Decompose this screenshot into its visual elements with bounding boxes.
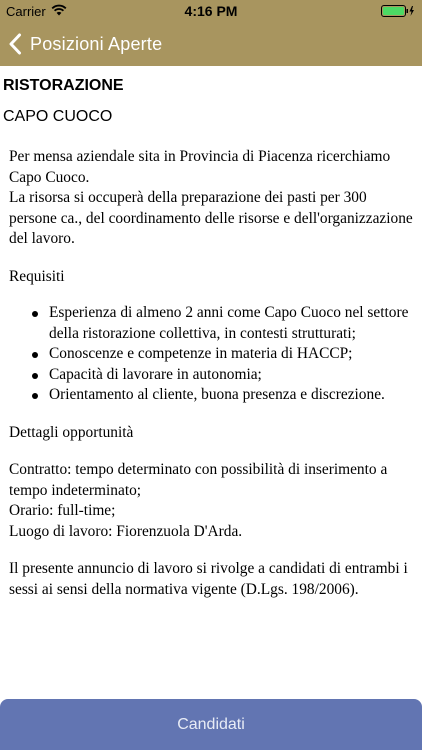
job-category: RISTORAZIONE bbox=[3, 77, 124, 94]
status-bar bbox=[0, 0, 422, 22]
carrier-label: Carrier bbox=[6, 4, 46, 19]
intro-line: La risorsa si occuperà della preparazione dei pasti per 300 persone ca., del coordinamento delle risorse e dell'organizzazione del lavoro. bbox=[9, 189, 413, 247]
back-button[interactable] bbox=[8, 30, 162, 58]
disclaimer: Il presente annuncio di lavoro si rivolge a candidati di entrambi i sessi ai sensi della normativa vigente (D.Lgs. 198/2006). bbox=[9, 560, 408, 598]
job-title: CAPO CUOCO bbox=[3, 108, 113, 125]
details-heading: Dettagli opportunità bbox=[9, 423, 134, 441]
header bbox=[0, 0, 422, 66]
detail-line: Orario: full-time; bbox=[9, 502, 116, 519]
job-description bbox=[9, 147, 413, 600]
intro-line: Per mensa aziendale sita in Provincia di Piacenza ricerchiamo Capo Cuoco. bbox=[9, 148, 391, 186]
requirement-item: Capacità di lavorare in autonomia; bbox=[9, 365, 413, 386]
status-time: 4:16 PM bbox=[184, 3, 238, 19]
back-button-label: Posizioni Aperte bbox=[30, 33, 163, 54]
chevron-left-icon bbox=[8, 33, 22, 55]
requirements-heading: Requisiti bbox=[9, 267, 65, 285]
detail-line: Contratto: tempo determinato con possibilità di inserimento a tempo indeterminato; bbox=[9, 461, 388, 499]
apply-button[interactable]: Candidati bbox=[0, 699, 422, 750]
requirement-item: Esperienza di almeno 2 anni come Capo Cuoco nel settore della ristorazione collettiva, in contesti strutturati; bbox=[9, 303, 413, 344]
battery-icon bbox=[381, 5, 415, 17]
detail-line: Luogo di lavoro: Fiorenzuola D'Arda. bbox=[9, 522, 243, 540]
requirements-list bbox=[9, 303, 413, 406]
navigation-bar bbox=[0, 22, 422, 66]
requirement-item: Conoscenze e competenze in materia di HACCP; bbox=[9, 344, 413, 365]
requirement-item: Orientamento al cliente, buona presenza e discrezione. bbox=[9, 385, 413, 406]
